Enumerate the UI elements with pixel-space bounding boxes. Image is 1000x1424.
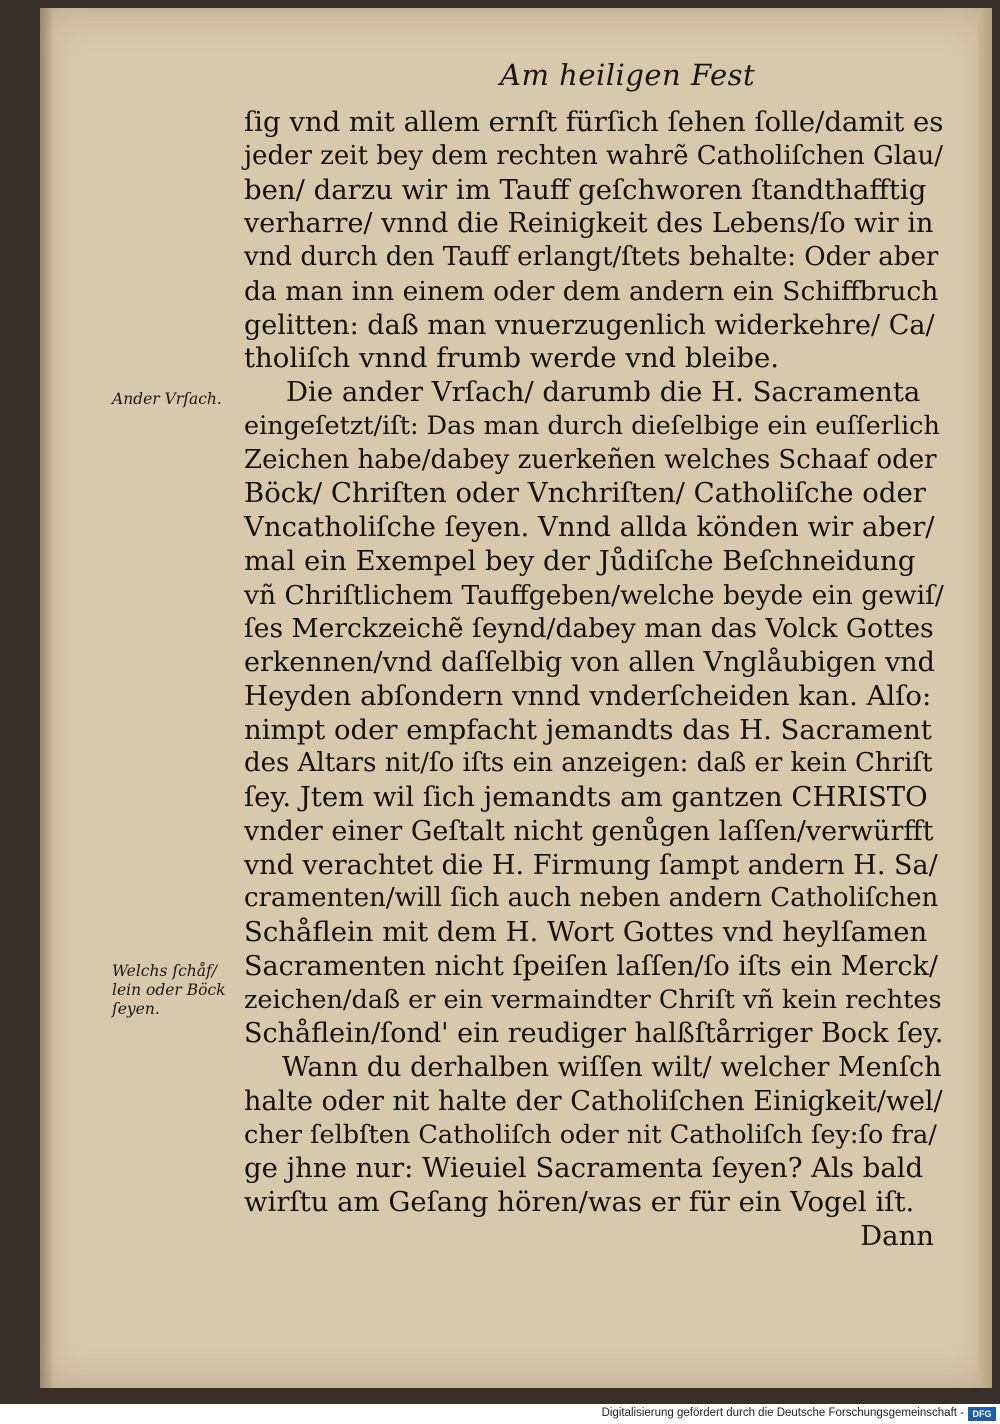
text-line: eingeſetzt/iſt: Das man durch dieſelbige ein euſſerlich bbox=[244, 410, 940, 441]
text-line: Vncatholiſche ſeyen. Vnnd allda könden wir aber/ bbox=[244, 511, 935, 543]
text-line: wirſtu am Geſang hören/was er für ein Vogel iſt. bbox=[244, 1186, 915, 1218]
text-line: mal ein Exempel bey der Jůdiſche Beſchneidung bbox=[244, 544, 916, 577]
page-edge bbox=[978, 8, 992, 1388]
text-line: gelitten: daß man vnuerzugenlich widerkehre/ Ca/ bbox=[244, 309, 935, 341]
text-line: halte oder nit halte der Catholiſchen Einigkeit/wel/ bbox=[244, 1085, 943, 1117]
text-line: tholiſch vnnd frumb werde vnd bleibe. bbox=[244, 342, 779, 375]
funding-notice: Digitalisierung gefördert durch die Deutsche Forschungsgemeinschaft - bbox=[601, 1407, 964, 1419]
text-line: cramenten/will ſich auch neben andern Catholiſchen bbox=[244, 883, 939, 914]
text-line: vnd durch den Tauff erlangt/ſtets behalte: Oder aber bbox=[244, 242, 939, 272]
marginal-note-line: Welchs ſchåf/ bbox=[112, 962, 217, 980]
text-line: Schåflein mit dem H. Wort Gottes vnd heylſamen bbox=[244, 916, 928, 948]
text-line: vnder einer Geſtalt nicht genůgen laſſen/verwürfft bbox=[244, 815, 934, 847]
text-line: erkennen/vnd daſſelbig von allen Vnglåubigen vnd bbox=[244, 647, 935, 678]
text-line: cher ſelbſten Catholiſch oder nit Catholiſch ſey:ſo fra/ bbox=[244, 1119, 937, 1150]
text-line: Heyden abſondern vnnd vnderſcheiden kan. Alſo: bbox=[244, 679, 932, 712]
text-line: vnd verachtet die H. Firmung ſampt andern H. Sa/ bbox=[244, 849, 938, 881]
text-line: Schåflein/ſond' ein reudiger halßſtårriger Bock ſey. bbox=[244, 1018, 944, 1050]
marginal-note-line: Ander Vrſach. bbox=[112, 390, 222, 408]
page-gutter-shadow bbox=[40, 8, 54, 1388]
text-line: Zeichen habe/dabey zuerkeñen welches Schaaf oder bbox=[244, 444, 937, 475]
body-text bbox=[244, 106, 944, 1254]
marginal-note-line: ſeyen. bbox=[112, 1000, 160, 1018]
text-line: Böck/ Chriſten oder Vnchriſten/ Catholiſche oder bbox=[244, 477, 926, 510]
paragraph-start-line: Wann du derhalben wiſſen wilt/ welcher Menſch bbox=[282, 1052, 942, 1083]
text-line: des Altars nit/ſo iſts ein anzeigen: daß er kein Chriſt bbox=[244, 748, 933, 779]
footer-bar bbox=[0, 1404, 1000, 1424]
text-line: ge jhne nur: Wieuiel Sacramenta ſeyen? Als bald bbox=[244, 1152, 924, 1185]
dfg-logo: DFG bbox=[968, 1407, 996, 1421]
text-line: ſes Merckzeichẽ ſeynd/dabey man das Volck Gottes bbox=[244, 613, 934, 645]
running-head: Am heiligen Fest bbox=[500, 58, 756, 92]
marginal-note-welchs-schaflein bbox=[112, 962, 242, 1019]
marginal-note-ander-vrsach bbox=[112, 390, 222, 409]
text-line: nimpt oder empfacht jemandts das H. Sacrament bbox=[244, 713, 932, 746]
catchword: Dann bbox=[860, 1219, 934, 1252]
marginal-note-line: lein oder Böck bbox=[112, 981, 226, 999]
text-line: ſig vnd mit allem ernſt fürſich ſehen ſolle/damit es bbox=[244, 106, 944, 138]
text-line: ben/ darzu wir im Tauff geſchworen ſtandthafftig bbox=[244, 173, 927, 206]
text-line: zeichen/daß er ein vermaindter Chriſt vñ kein rechtes bbox=[244, 984, 942, 1015]
text-line: jeder zeit bey dem rechten wahrẽ Catholiſchen Glau/ bbox=[244, 140, 944, 171]
text-line: verharre/ vnnd die Reinigkeit des Lebens/ſo wir in bbox=[244, 208, 934, 240]
text-line: vñ Chriſtlichem Tauffgeben/welche beyde ein gewiſ/ bbox=[244, 579, 944, 611]
text-line: Sacramenten nicht ſpeiſen laſſen/ſo iſts ein Merck/ bbox=[244, 950, 938, 982]
text-line: ſey. Jtem wil ſich jemandts am gantzen CHRISTO bbox=[244, 781, 928, 813]
paragraph-start-line: Die ander Vrſach/ darumb die H. Sacramenta bbox=[286, 376, 921, 408]
text-line: da man inn einem oder dem andern ein Schiffbruch bbox=[244, 275, 939, 307]
